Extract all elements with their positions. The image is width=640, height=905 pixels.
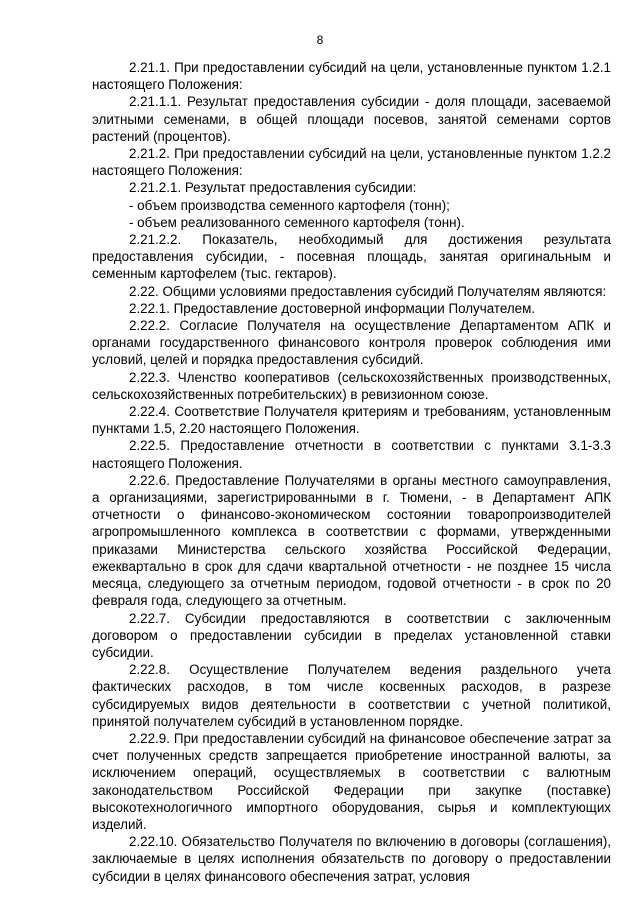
paragraph-2-22-2: 2.22.2. Согласие Получателя на осуществление Департаментом АПК и органами государственного финансового контроля проверок соблюдения ими условий, целей и порядка предоставления субсидий. [92, 318, 611, 368]
paragraph-2-21-1: 2.21.1. При предоставлении субсидий на цели, установленные пунктом 1.2.1 настоящего Положения: [92, 60, 611, 93]
paragraph-2-22-8: 2.22.8. Осуществление Получателем ведения раздельного учета фактических расходов, в том числе косвенных расходов, в разрезе субсидируемых видов деятельности в соответствии с учетной политикой, принятой получателем субсидий в установленном порядке. [92, 662, 611, 729]
paragraph-2-22-10: 2.22.10. Обязательство Получателя по включению в договоры (соглашения), заключаемые в целях исполнения обязательств по договору о предоставлении субсидии в целях финансового обеспечения затрат, условия [92, 834, 611, 884]
paragraph-2-22-6: 2.22.6. Предоставление Получателями в органы местного самоуправления, а организациями, зарегистрированными в г. Тюмени, - в Департамент АПК отчетности о финансово-экономическом состоянии товаропроизводителей агропромышленного комплекса в соответствии с формами, утвержденными приказами Министерства сельского хозяйства Российской Федерации, ежеквартально в срок для сдачи квартальной отчетности - не позднее 15 числа месяца, следующего за отчетным периодом, годовой отчетности - в срок по 20 февраля года, следующего за отчетным. [92, 472, 611, 609]
paragraph-2-22-7: 2.22.7. Субсидии предоставляются в соответствии с заключенным договором о предоставлении субсидии в пределах установленной ставки субсидии. [92, 610, 611, 660]
page-number: 8 [316, 33, 324, 47]
paragraph-2-21-2: 2.21.2. При предоставлении субсидий на цели, установленные пунктом 1.2.2 настоящего Положения: [92, 146, 611, 179]
paragraph-2-22-3: 2.22.3. Членство кооперативов (сельскохозяйственных производственных, сельскохозяйственных потребительских) в ревизионном союзе. [92, 369, 611, 402]
paragraph-2-21-2-1: 2.21.2.1. Результат предоставления субсидии: [129, 180, 417, 196]
paragraph-2-22-5: 2.22.5. Предоставление отчетности в соответствии с пунктами 3.1-3.3 настоящего Положения. [92, 438, 611, 471]
paragraph-2-22-9: 2.22.9. При предоставлении субсидий на финансовое обеспечение затрат за счет полученных средств запрещается приобретение иностранной валюты, за исключением операций, осуществляемых в соответствии с валютным законодательством Российской Федерации при закупке (поставке) высокотехнологичного импортного оборудования, сырья и комплектующих изделий. [92, 730, 611, 832]
paragraph-2-21-2-2: 2.21.2.2. Показатель, необходимый для достижения результата предоставления субсидии, - посевная площадь, занятая оригинальным и семенным картофелем (тыс. гектаров). [92, 232, 611, 282]
paragraph-2-22-1: 2.22.1. Предоставление достоверной информации Получателем. [129, 300, 536, 316]
list-item-sold-volume: - объем реализованного семенного картофеля (тонн). [129, 214, 465, 230]
list-item-production-volume: - объем производства семенного картофеля (тонн); [129, 197, 450, 213]
paragraph-2-21-1-1: 2.21.1.1. Результат предоставления субсидии - доля площади, засеваемой элитными семенами, в общей площади посевов, занятой семенами сортов растений (процентов). [92, 94, 611, 144]
document-body [92, 59, 611, 885]
paragraph-2-22: 2.22. Общими условиями предоставления субсидий Получателям являются: [129, 283, 607, 299]
paragraph-2-22-4: 2.22.4. Соответствие Получателя критериям и требованиям, установленным пунктами 1.5, 2.20 настоящего Положения. [92, 404, 611, 437]
